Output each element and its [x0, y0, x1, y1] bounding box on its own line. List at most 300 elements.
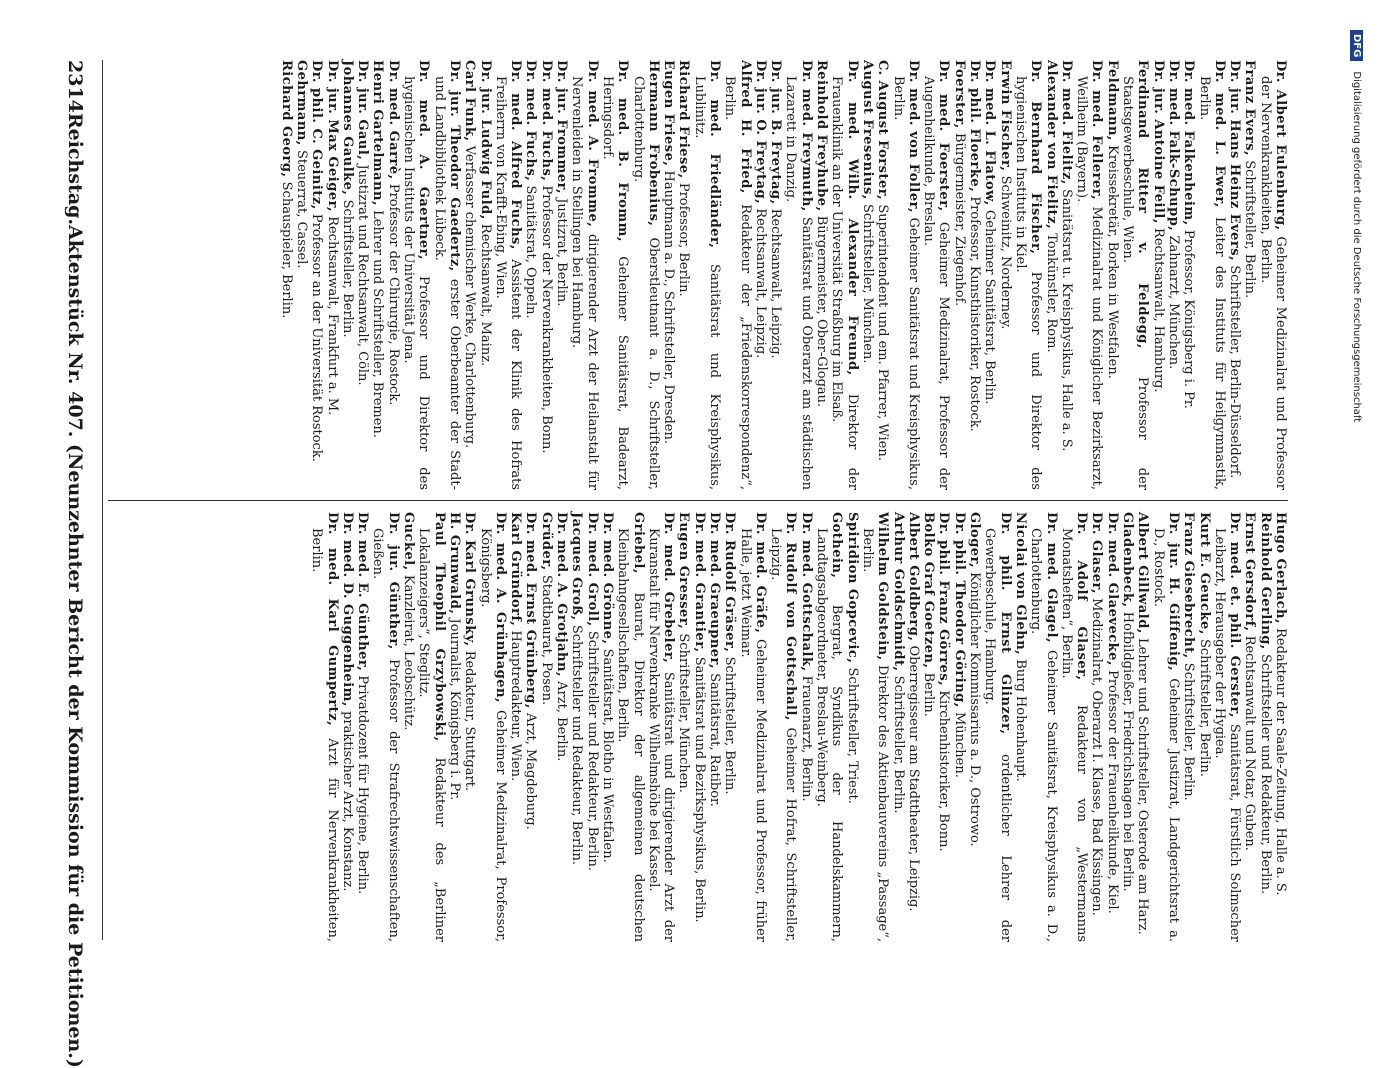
entry-description: Professor und Direktor des hygienischen Instituts der Universität Jena. — [401, 76, 432, 490]
entry-name: Dr. jur. Hans Heinz Evers, — [1227, 60, 1243, 262]
entry-name: Dr. med. Karl Gumpertz, — [324, 512, 340, 727]
entry-name: Jacques Groß, — [569, 512, 585, 621]
list-item — [1150, 60, 1165, 490]
entry-name: Dr. jur. Ludwig Fuld, — [477, 60, 493, 220]
list-item — [951, 60, 966, 490]
entry-name: Dr. med. E. Günther, — [355, 512, 371, 672]
list-item — [967, 512, 982, 942]
entry-name: Nicolai von Glehn, — [1012, 512, 1028, 656]
entry-name: Dr. med. Friedländer, — [707, 60, 723, 249]
list-item — [1104, 60, 1119, 490]
list-item — [1059, 512, 1090, 942]
entry-description: Sanitätsrat und Oberarzt am städtischen Lazarett in Danzig. — [783, 76, 814, 491]
entry-name: Karl Gründorf, — [508, 512, 524, 627]
list-item — [1196, 512, 1211, 942]
list-item — [722, 512, 737, 942]
entry-description: München. — [951, 711, 967, 778]
list-item — [997, 60, 1012, 490]
entry-name: Dr. med. Grantier, — [691, 512, 707, 653]
list-item — [370, 512, 401, 942]
list-item — [477, 60, 492, 490]
list-item — [982, 60, 997, 490]
entry-description: Professor der Staatsgewerbeschule, Wien. — [1120, 76, 1151, 490]
entry-name: Dr. Rudolf von Gottschall, — [783, 512, 799, 721]
list-item — [477, 512, 508, 942]
entry-name: Dr. med. A. Grünhagen, — [492, 512, 508, 703]
list-item — [707, 512, 722, 942]
entry-description: Schriftsteller, Berlin. — [1196, 639, 1212, 777]
list-item — [691, 512, 706, 942]
entry-name: Dr. med. L. Flatow, — [982, 60, 998, 206]
entry-description: Kirchenhistoriker, Bonn. — [936, 690, 952, 852]
entry-description: Professor der Chirurgie, Rostock. — [385, 183, 401, 406]
list-item — [982, 512, 1013, 942]
list-item — [1013, 60, 1044, 490]
entry-description: Redakteur von „Westermanns Monatsheften“, Berlin. — [1058, 528, 1090, 942]
entry-description: Rechtsanwalt, Hamburg. — [1150, 228, 1166, 393]
entry-description: Hauptredakteur, Wien. — [508, 630, 524, 782]
list-item — [1074, 60, 1105, 490]
list-item — [278, 60, 293, 490]
entry-name: Franz Giesebrecht, — [1181, 512, 1197, 659]
entry-description: Direktor des Aktienbauvereins „Passage“, Berlin. — [859, 528, 891, 942]
entry-name: Richard Georg, — [278, 60, 294, 178]
page-title: Aktenstück Nr. 407. (Neunzehnter Bericht der Kommission für die Petitionen.) — [64, 225, 86, 1068]
entry-description: Schriftsteller, Berlin-Düsseldorf. — [1227, 265, 1243, 479]
entry-name: Dr. Glaser, — [1089, 512, 1105, 594]
entry-name: Carl Funk, — [462, 60, 478, 142]
list-item — [691, 60, 722, 490]
entry-name: Dr. phil. Floerke, — [967, 60, 983, 193]
list-item — [1150, 512, 1181, 942]
entry-description: Schriftsteller, Berlin. — [1242, 160, 1258, 299]
list-item — [538, 512, 553, 942]
entry-name: Bolko Graf Goetzen, — [921, 512, 937, 669]
entry-description: Professor, Kunsthistoriker, Rostock. — [967, 196, 983, 432]
list-item — [967, 60, 982, 490]
entry-name: Dr. Albert Eulenburg, — [1273, 60, 1288, 231]
entry-name: Albert Gillwald, — [1135, 512, 1151, 634]
entry-description: Kreissekretär, Borken in Westfalen. — [1104, 145, 1120, 379]
list-item — [554, 60, 569, 490]
page-number: 2314 — [64, 60, 86, 113]
entry-description: Geheimer Sanitätsrat, Badearzt, Heringsdorf. — [599, 76, 631, 491]
entry-description: Berlin. — [921, 672, 937, 717]
entry-name: Kurt E. Geucke, — [1196, 512, 1212, 635]
entry-name: Dr. med. Gräfe, — [752, 512, 768, 634]
entry-name: Gloger, — [967, 512, 983, 569]
list-item — [1043, 60, 1058, 490]
list-item — [1242, 60, 1257, 490]
entry-description: Professor der Strafrechtswissenschaften, Gießen. — [370, 528, 401, 942]
entry-description: Schriftsteller, Berlin. — [1181, 662, 1197, 801]
entry-description: Bürgermeister, Ziegenhof. — [951, 132, 967, 307]
list-item — [370, 60, 385, 490]
entry-name: Dr. Karl Grunsky, — [462, 512, 478, 647]
entry-description: Professor an der Universität Rostock. — [309, 213, 325, 462]
entry-description: Leiter des Instituts für Heilgymnastik, Berlin. — [1196, 76, 1227, 490]
entry-name: Grüder, — [538, 512, 554, 571]
entry-description: Sanitätsrat u. Kreisphysikus, Halle a. S. — [1058, 189, 1074, 452]
list-item — [1257, 60, 1288, 490]
entry-name: Dr. phil. Ernst Glinzer, — [997, 512, 1013, 735]
list-item — [462, 512, 477, 942]
entry-name: Dr. med. B. Fromm, — [615, 60, 631, 242]
entry-name: Dr. med. Grönne, — [599, 512, 615, 645]
entry-description: Professor und Direktor des hygienischen Instituts in Kiel. — [1012, 76, 1044, 490]
entry-description: Geheimer Sanitätsrat, Kreisphysikus a. D., Charlottenburg. — [1028, 528, 1059, 942]
list-item — [493, 60, 524, 490]
entry-description: Sanitätsrat, Oppeln. — [523, 185, 539, 319]
entry-description: Geheimer Hofrat, Schriftsteller, Leipzig. — [768, 528, 799, 942]
list-item — [569, 512, 584, 942]
entry-name: Gothein, — [829, 512, 845, 579]
entry-name: Dr. med. von Foller, — [905, 60, 921, 214]
list-item — [1135, 512, 1150, 942]
entry-name: Dr. Bernhard Fischer, — [1028, 60, 1044, 255]
entry-description: Superintendent und em. Pfarrer, Wien. — [875, 204, 891, 461]
entry-name: Dr. phil. Franz Görres, — [936, 512, 952, 687]
entry-description: Professor der Nervenkrankheiten, Bonn. — [538, 185, 554, 454]
entry-description: Bürgermeister, Ober-Glogau. — [814, 215, 830, 408]
entry-description: dirigierender Arzt der Heilanstalt für Nervenleiden in Stellingen bei Hamburg. — [569, 76, 600, 490]
entry-description: Sanitätsrat, Fürstlich Solmscher Leibarzt, Herausgeber der Hygiea. — [1211, 528, 1243, 942]
entry-description: praktischer Arzt, Konstanz. — [339, 711, 355, 892]
entry-description: Hofbildgießer, Friedrichshagen bei Berlin. — [1120, 611, 1136, 892]
entry-description: Schauspieler, Berlin. — [278, 181, 294, 319]
entry-name: Arthur Goldschmidt, — [890, 512, 906, 672]
list-item — [615, 512, 646, 942]
entry-name: August Fresenius, — [859, 60, 875, 200]
entry-description: Geheimer Medizinalrat, Professor, Königsberg. — [477, 528, 508, 942]
entry-description: Assistent der Klinik des Hofrats Freiherrn von Krafft-Ebing, Wien. — [492, 76, 524, 491]
entry-name: Reinhold Freyhube, — [814, 60, 830, 212]
list-item — [1028, 512, 1059, 942]
list-item — [416, 512, 447, 942]
list-item — [936, 512, 951, 942]
column-divider — [108, 500, 1288, 501]
entry-name: Griebel, — [630, 512, 646, 574]
list-item — [737, 512, 768, 942]
entry-name: Dr. jur. Antoine Feill, — [1150, 60, 1166, 224]
entry-description: Rechtsanwalt, Frankfurt a. M. — [324, 216, 340, 416]
list-item — [768, 60, 783, 490]
entry-description: Lehrer und Schriftsteller, Bremen. — [370, 210, 386, 438]
list-item — [447, 512, 462, 942]
list-item — [1181, 512, 1196, 942]
list-item — [814, 512, 845, 942]
list-item — [462, 60, 477, 490]
entry-description: Schweinitz, Norderney. — [997, 175, 1013, 330]
running-head: Reichstag. — [64, 112, 86, 226]
list-item — [921, 512, 936, 942]
entry-description: Redakteur des „Berliner Lokalanzeigers“, Steglitz. — [416, 528, 447, 942]
list-item — [508, 512, 523, 942]
list-item — [340, 60, 355, 490]
page-footer — [1350, 30, 1363, 970]
list-item — [768, 512, 799, 942]
entry-name: Ferdinand Ritter v. Feldegg, — [1135, 60, 1151, 349]
entry-description: Königlicher Kommissarius a. D., Ostrowo. — [967, 572, 983, 847]
list-item — [523, 60, 538, 490]
entry-name: Dr. med. Graeupner, — [707, 512, 723, 669]
entry-name: Dr. Adolf Glaser, — [1074, 512, 1090, 681]
entry-description: Arzt, Berlin. — [554, 681, 570, 762]
entry-description: Rechtsanwalt, Leipzig. — [768, 208, 784, 359]
entry-name: Dr. med. Ernst Grünberg, — [523, 512, 539, 709]
entry-description: Sanitätsrat und Kreisphysikus, Lublinitz. — [691, 76, 723, 490]
entry-name: Dr. med. Groll, — [584, 512, 600, 627]
entry-description: Justizrat und Rechtsanwalt, Cöln. — [355, 164, 371, 386]
entry-name: Dr. med. Fuchs, — [523, 60, 539, 182]
entry-description: Baurat, Direktor der allgemeinen deutschen Kleinbahngesellschaften, Berlin. — [615, 528, 646, 942]
list-item — [1273, 512, 1288, 942]
entry-name: H. Grunwald, — [446, 512, 462, 615]
entry-name: Dr. med. A. Grotjahn, — [554, 512, 570, 677]
entry-name: Dr. med. et. phil. Gerster, — [1227, 512, 1243, 718]
entry-description: Sanitätsrat, Blotho in Westfalen. — [599, 648, 615, 863]
entry-name: Dr. med. Foerster, — [936, 60, 952, 212]
entry-name: Dr. med. Glaevecke, — [1104, 512, 1120, 666]
list-item — [630, 60, 661, 490]
entry-description: Justizrat, Berlin. — [554, 198, 570, 307]
list-item — [890, 60, 921, 490]
entry-name: Dr. med. L. Ewer, — [1211, 60, 1227, 208]
header-rule — [102, 60, 103, 940]
entry-description: Geheimer Justizrat, Landgerichtsrat a. D., Rostock. — [1150, 528, 1181, 943]
entry-name: Feldmann, — [1104, 60, 1120, 141]
list-item — [783, 60, 814, 490]
list-item — [600, 512, 615, 942]
list-item — [1212, 512, 1243, 942]
entry-description: Burg Hohenhaupt. — [1012, 659, 1028, 782]
entry-name: Dr. jur. Theodor Gaedertz, — [446, 60, 462, 272]
entry-name: Dr. med. Freymuth, — [798, 60, 814, 212]
entry-name: Dr. jur. Günther, — [385, 512, 401, 650]
entry-description: Medizinalrat, Oberarzt I. Klasse, Bad Kissingen. — [1089, 598, 1105, 916]
entry-description: Tonkünstler, Rom. — [1043, 233, 1059, 353]
entry-description: Redakteur der „Friedenskorrespondenz“, Berlin. — [722, 76, 753, 491]
entry-description: Redakteur der Saale-Zeitung, Halle a. S. — [1273, 628, 1288, 896]
entry-description: Steuerrat, Cassel. — [294, 149, 309, 269]
list-item — [294, 60, 309, 490]
entry-name: Gladenbeck, — [1120, 512, 1136, 608]
entry-description: Sanitätsrat und Bezirksphysikus, Berlin. — [691, 656, 707, 923]
list-item — [844, 512, 859, 942]
list-item — [646, 512, 677, 942]
list-item — [814, 60, 829, 490]
entry-name: Alexander von Fielitz, — [1043, 60, 1059, 230]
list-item — [309, 60, 324, 490]
entry-name: Dr. Rudolf Gräser, — [722, 512, 738, 653]
entry-description: Privatdozent für Hygiene, Berlin. — [355, 675, 371, 895]
list-item — [1089, 512, 1104, 942]
entry-description: Kanzleirat, Leobschütz. — [401, 574, 417, 731]
list-item — [1104, 512, 1119, 942]
entry-name: Erwin Fischer, — [997, 60, 1013, 172]
list-item — [1059, 60, 1074, 490]
funding-note: Digitalisierung gefördert durch die Deutsche Forschungsgemeinschaft — [1351, 71, 1362, 423]
entry-name: Hugo Gerlach, — [1273, 512, 1288, 624]
entry-name: Reinhold Gerling, — [1257, 512, 1273, 650]
entry-name: Dr. med. Grebeler, — [661, 512, 677, 664]
entry-name: Dr. jur. Max Geiger, — [324, 60, 340, 213]
entry-description: Schriftsteller, Berlin. — [339, 199, 355, 338]
entry-name: Dr. phil. C. Geinitz, — [309, 60, 325, 210]
list-item — [799, 512, 814, 942]
left-column — [108, 60, 1288, 490]
list-item — [1181, 60, 1196, 490]
page-header — [64, 60, 98, 1068]
list-item — [340, 512, 355, 942]
list-item — [661, 60, 676, 490]
list-item — [1196, 60, 1227, 490]
entry-description: Professor, Königsberg i. Pr. — [1181, 229, 1197, 409]
entry-name: Gehrmann, — [294, 60, 309, 146]
entry-name: Albert Goldberg, — [905, 512, 921, 642]
list-item — [1227, 60, 1242, 490]
entry-description: Schriftsteller, Triest. — [844, 667, 860, 804]
list-item — [875, 60, 890, 490]
list-item — [355, 60, 370, 490]
entry-name: C. August Forster, — [875, 60, 891, 201]
entry-description: Schriftsteller, München. — [676, 633, 692, 793]
right-column — [108, 512, 1288, 942]
entry-description: Schriftsteller und Redakteur, Berlin. — [1257, 653, 1273, 895]
entry-description: Stadtbaurat, Posen. — [538, 574, 554, 706]
entry-name: Hermann Frobenius, — [645, 60, 661, 227]
entry-name: Richard Friese, — [676, 60, 692, 179]
entry-name: Dr. jur. H. Giffenig, — [1165, 512, 1181, 672]
list-item — [921, 60, 952, 490]
entry-name: Eugen Friese, — [661, 60, 677, 167]
entry-description: Schriftsteller und Redakteur, Berlin. — [584, 630, 600, 871]
list-item — [1242, 512, 1257, 942]
list-item — [860, 60, 875, 490]
list-item — [951, 512, 966, 942]
entry-description: Geheimer Medizinalrat und Professor, früher Halle, jetzt Weimar. — [737, 528, 768, 942]
list-item — [309, 512, 340, 942]
list-item — [1166, 60, 1181, 490]
list-item — [890, 512, 905, 942]
entry-name: Ernst Gersdorf, — [1242, 512, 1258, 632]
entry-description: ordentlicher Lehrer der Gewerbeschule, Hamburg. — [982, 528, 1013, 942]
list-item — [1120, 60, 1151, 490]
entry-name: Dr. med. Falkenheim, — [1181, 60, 1197, 226]
list-item — [829, 60, 860, 490]
entry-description: Journalist, Königsberg i. Pr. — [446, 618, 462, 801]
entry-description: Arzt für Nervenkrankheiten, Berlin. — [309, 528, 340, 942]
entry-description: Schriftsteller und Redakteur, Berlin. — [569, 624, 585, 865]
entry-description: Zahnarzt, München. — [1165, 235, 1181, 370]
entry-name: Dr. jur. B. Freytag, — [768, 60, 784, 205]
entry-name: Dr. jur. Gaul, — [355, 60, 371, 161]
entry-name: Dr. med. Garrè, — [385, 60, 401, 180]
list-item — [600, 60, 631, 490]
entry-name: Spiridion Gopcevic, — [844, 512, 860, 664]
entry-name: Dr. med. Gottschalk, — [798, 512, 814, 672]
list-item — [1120, 512, 1135, 942]
entry-name: Dr. jur. O. Freytag, — [752, 60, 768, 205]
entry-description: Schriftsteller, München. — [859, 203, 875, 364]
entry-name: Dr. phil. Theodor Göring, — [951, 512, 967, 708]
entry-name: Johannes Gaulke, — [339, 60, 355, 196]
entry-description: Geheimer Sanitätsrat, Berlin. — [982, 209, 998, 405]
entry-description: Lehrer und Schriftsteller, Osterode am Harz. — [1135, 638, 1151, 935]
entry-name: Dr. med. Wilh. Alexander Freund, — [844, 60, 860, 376]
entry-description: erster Oberbeamter der Stadt- und Landbibliothek Lübeck. — [431, 76, 462, 490]
entry-description: Medizinalrat und Königlicher Bezirksarzt, Weilheim (Bayern). — [1074, 76, 1105, 490]
list-item — [722, 60, 753, 490]
entry-name: Guckel, — [401, 512, 417, 571]
entry-description: Sanitätsrat, Ratibor. — [707, 673, 723, 807]
entry-description: Professor, Berlin. — [676, 182, 692, 297]
list-item — [676, 512, 691, 942]
entry-name: Henri Gartelmann, — [370, 60, 386, 207]
list-item — [554, 512, 569, 942]
entry-name: Eugen Gresser, — [676, 512, 692, 630]
entry-description: Rechtsanwalt, Mainz. — [477, 223, 493, 367]
entry-description: Schriftsteller, Berlin. — [722, 656, 738, 795]
entry-name: Dr. med. Glagel, — [1043, 512, 1059, 644]
list-item — [401, 60, 432, 490]
list-item — [860, 512, 891, 942]
entry-name: Alfred H. Fried, — [737, 60, 753, 194]
entry-description: Rechtsanwalt und Notar, Guben. — [1242, 635, 1258, 851]
entry-description: Oberstleutnant a. D., Schriftsteller, Charlottenburg. — [630, 76, 661, 490]
entry-name: Dr. med. A. Fromme, — [584, 60, 600, 228]
list-item — [906, 512, 921, 942]
list-item — [523, 512, 538, 942]
entry-name: Franz Evers, — [1242, 60, 1258, 157]
entry-description: Schriftsteller, Berlin. — [890, 675, 906, 814]
entry-description: Verfasser chemischer Werke, Charlottenburg. — [462, 145, 478, 449]
entry-description: Oberregisseur am Stadttheater, Leipzig. — [905, 645, 921, 912]
entry-name: Dr. med. Alfred Fuchs, — [508, 60, 524, 250]
entry-description: Geheimer Medizinalrat, Professor der Augenheilkunde, Breslau. — [921, 76, 952, 491]
list-item — [385, 60, 400, 490]
entry-name: Dr. med. A. Gaertner, — [416, 60, 432, 261]
entry-name: Dr. med. D. Guggenheim, — [339, 512, 355, 707]
entry-description: Bergrat, Syndikus der Handelskammern, Landtagsabgeordneter, Breslau-Weinberg. — [814, 528, 845, 942]
list-item — [355, 512, 370, 942]
entry-description: Geheimer Medizinalrat und Professor der Nervenkrankheiten, Berlin. — [1257, 76, 1288, 490]
list-item — [401, 512, 416, 942]
entry-description: Geheimer Sanitätsrat und Kreisphysikus, Berlin. — [890, 76, 921, 490]
list-item — [676, 60, 691, 490]
entry-description: Rechtsanwalt, Leipzig. — [752, 208, 768, 359]
list-item — [753, 60, 768, 490]
list-item — [584, 512, 599, 942]
entry-description: Hauptmann a. D., Schriftsteller, Dresden. — [661, 170, 677, 444]
list-item — [324, 60, 339, 490]
entry-description: Redakteur, Stuttgart. — [462, 650, 478, 792]
entry-name: Dr. med. Fuchs, — [538, 60, 554, 182]
entry-name: Paul Theophil Grzybowski, — [431, 512, 447, 742]
entry-description: Direktor der Frauenklinik an der Universität Straßburg im Elsaß. — [829, 76, 860, 490]
entry-name: Dr. med. Fellerer, — [1089, 60, 1105, 201]
entry-name: Foerster, — [951, 60, 967, 129]
entry-description: Professor der Frauenheilkunde, Kiel. — [1104, 670, 1120, 914]
list-item — [569, 60, 600, 490]
entry-name: Dr. med. Falk-Schupp, — [1165, 60, 1181, 232]
entry-name: Dr. med. Fielitz, — [1058, 60, 1074, 185]
entry-name: Dr. jur. Frommer, — [554, 60, 570, 195]
list-item — [1013, 512, 1028, 942]
list-item — [431, 60, 462, 490]
list-item — [1257, 512, 1272, 942]
entry-name: Wilhelm Goldstein, — [875, 512, 891, 661]
